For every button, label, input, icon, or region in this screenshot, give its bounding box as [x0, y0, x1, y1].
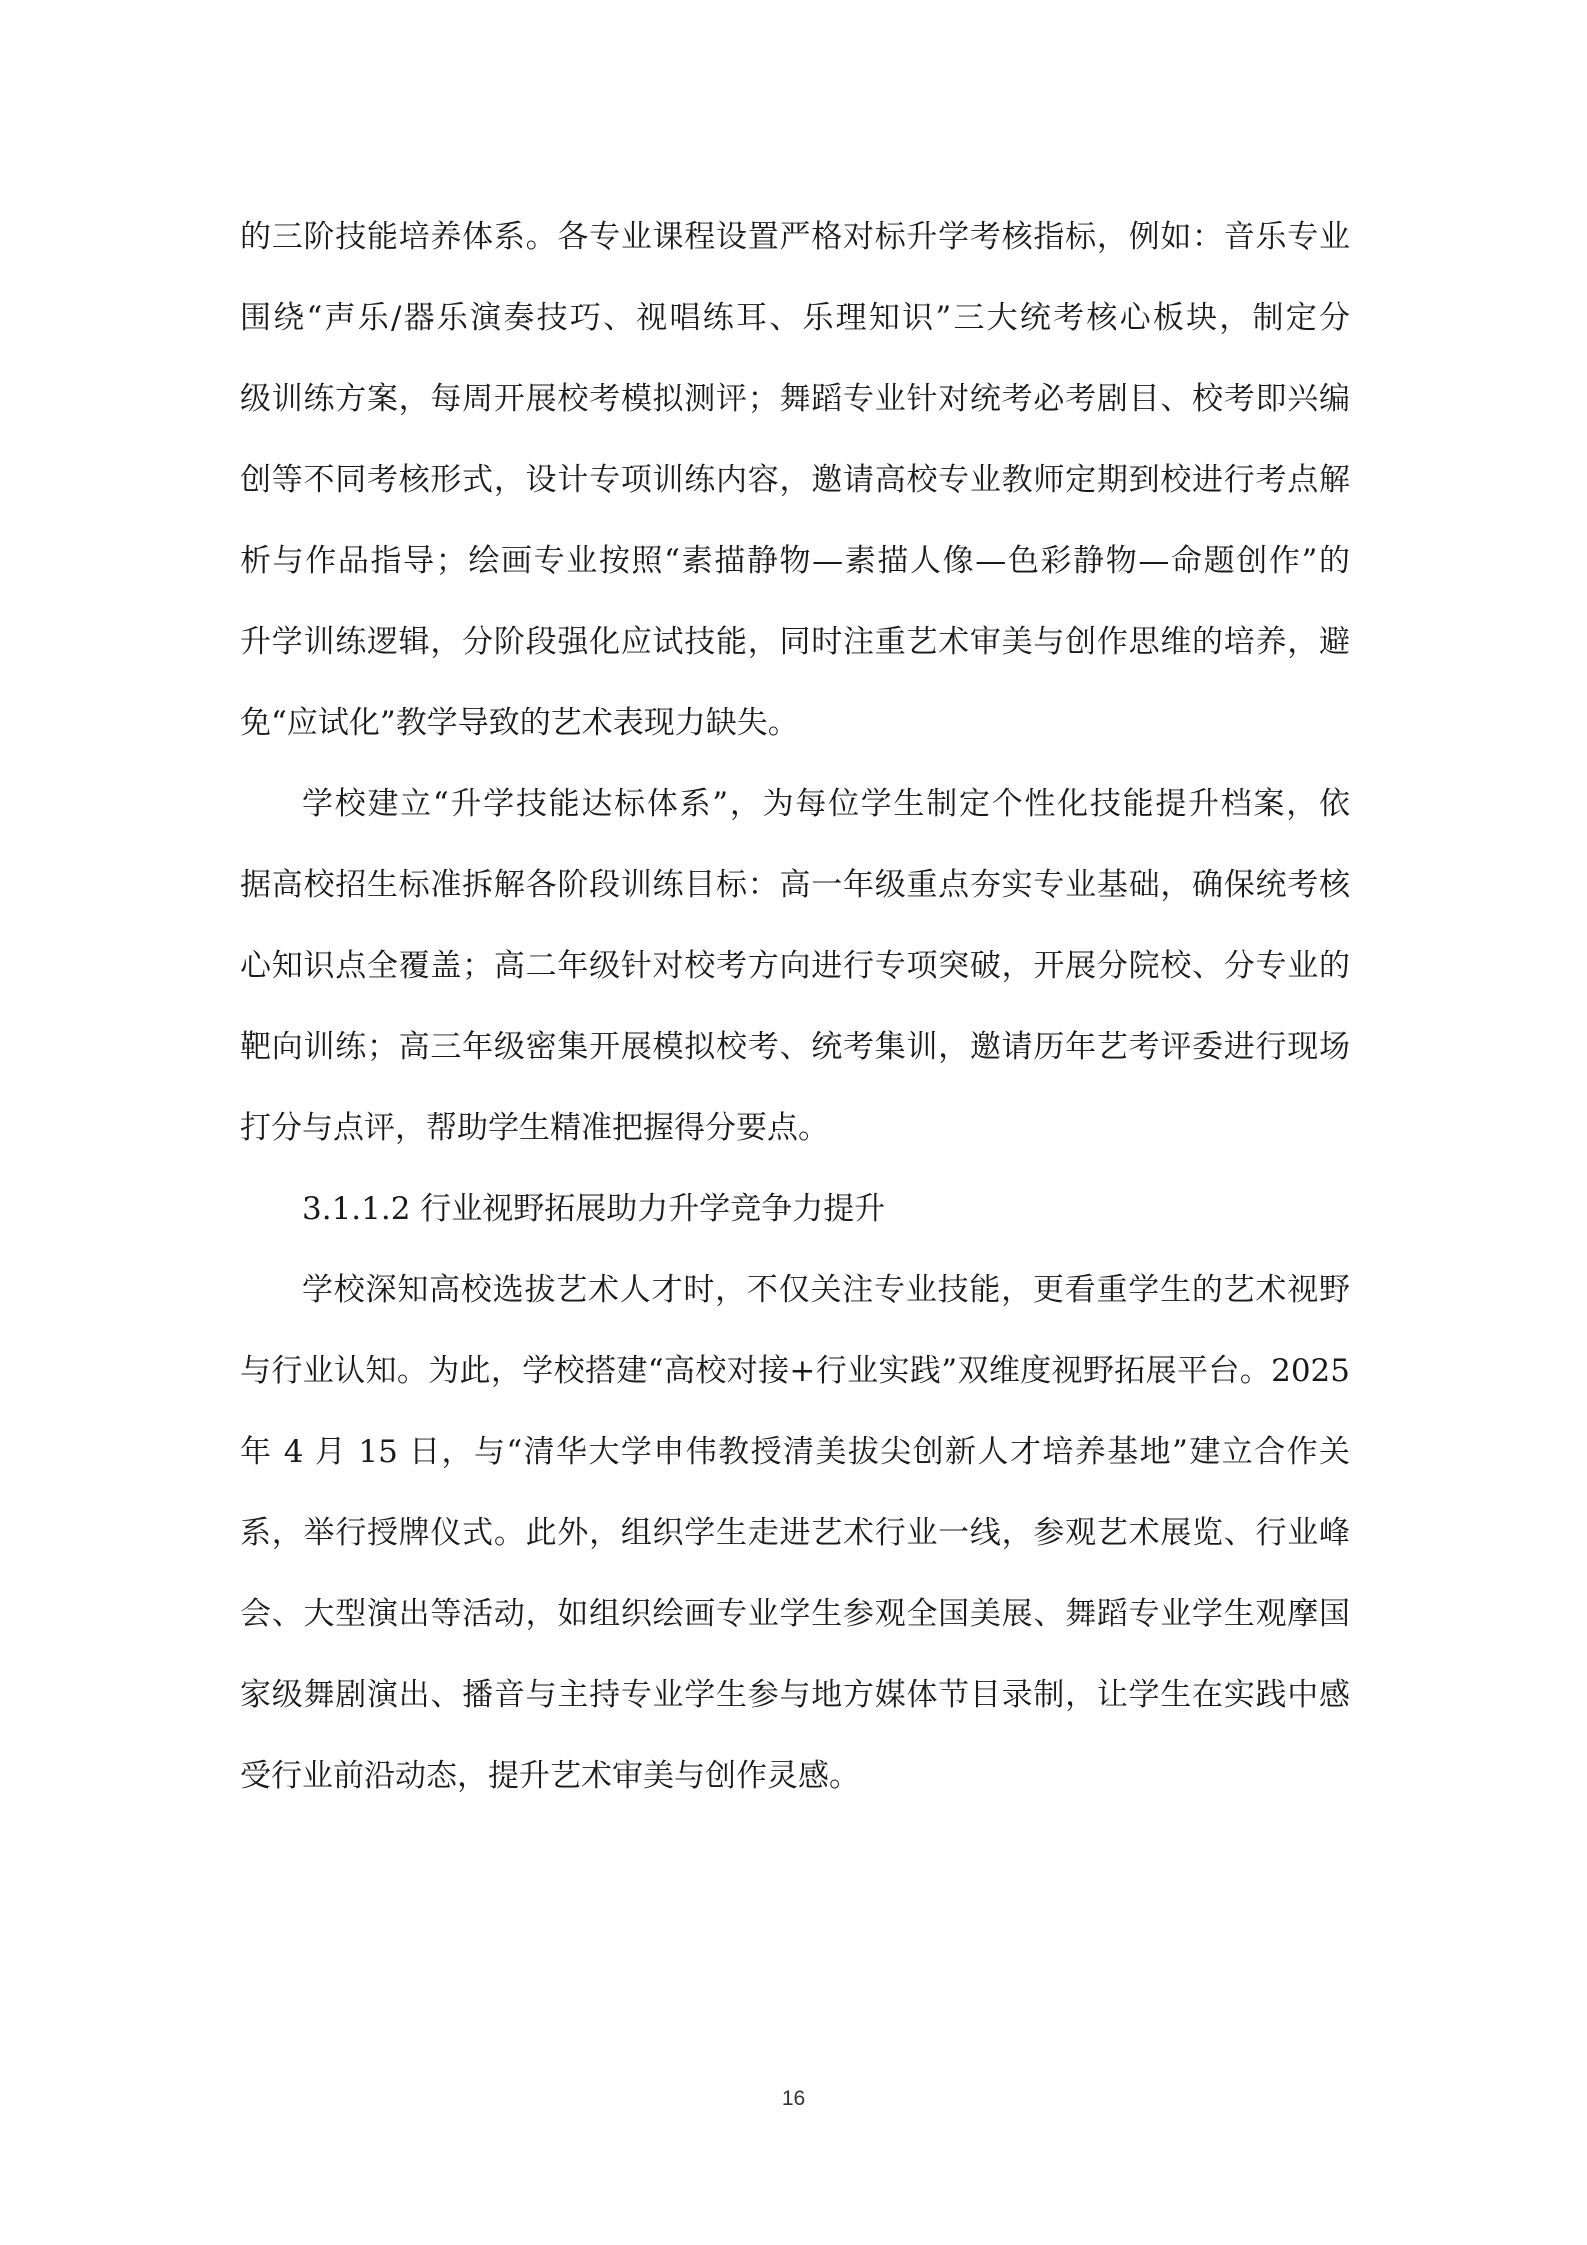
- paragraph-line: 受行业前沿动态，提升艺术审美与创作灵感。: [240, 1758, 860, 1794]
- paragraph-line: 免“应试化”教学导致的艺术表现力缺失。: [240, 705, 799, 741]
- section-heading: 3.1.1.2 行业视野拓展助力升学竞争力提升: [302, 1191, 886, 1227]
- paragraph-line: 创等不同考核形式，设计专项训练内容，邀请高校专业教师定期到校进行考点解: [240, 462, 1350, 498]
- paragraph-line: 据高校招生标准拆解各阶段训练目标：高一年级重点夯实专业基础，确保统考核: [240, 867, 1350, 903]
- paragraph-line: 学校深知高校选拔艺术人才时，不仅关注专业技能，更看重学生的艺术视野: [302, 1272, 1350, 1308]
- paragraph-line: 系，举行授牌仪式。此外，组织学生走进艺术行业一线，参观艺术展览、行业峰: [240, 1515, 1350, 1551]
- paragraph-line: 级训练方案，每周开展校考模拟测评；舞蹈专业针对统考必考剧目、校考即兴编: [240, 381, 1350, 417]
- paragraph-line: 打分与点评，帮助学生精准把握得分要点。: [240, 1110, 829, 1146]
- paragraph-line: 靶向训练；高三年级密集开展模拟校考、统考集训，邀请历年艺考评委进行现场: [240, 1029, 1350, 1065]
- paragraph-line: 升学训练逻辑，分阶段强化应试技能，同时注重艺术审美与创作思维的培养，避: [240, 624, 1350, 660]
- paragraph-line: 会、大型演出等活动，如组织绘画专业学生参观全国美展、舞蹈专业学生观摩国: [240, 1596, 1350, 1632]
- paragraph-line: 析与作品指导；绘画专业按照“素描静物—素描人像—色彩静物—命题创作”的: [240, 543, 1350, 579]
- paragraph-line: 年 4 月 15 日，与“清华大学申伟教授清美拔尖创新人才培养基地”建立合作关: [240, 1434, 1350, 1470]
- paragraph-line: 的三阶技能培养体系。各专业课程设置严格对标升学考核指标，例如：音乐专业: [240, 219, 1350, 255]
- paragraph-line: 与行业认知。为此，学校搭建“高校对接+行业实践”双维度视野拓展平台。2025: [240, 1353, 1350, 1389]
- paragraph-line: 家级舞剧演出、播音与主持专业学生参与地方媒体节目录制，让学生在实践中感: [240, 1677, 1350, 1713]
- page-number: 16: [781, 2087, 806, 2110]
- paragraph-line: 心知识点全覆盖；高二年级针对校考方向进行专项突破，开展分院校、分专业的: [240, 948, 1350, 984]
- paragraph-line: 围绕“声乐/器乐演奏技巧、视唱练耳、乐理知识”三大统考核心板块，制定分: [240, 300, 1350, 336]
- paragraph-line: 学校建立“升学技能达标体系”，为每位学生制定个性化技能提升档案，依: [302, 786, 1350, 822]
